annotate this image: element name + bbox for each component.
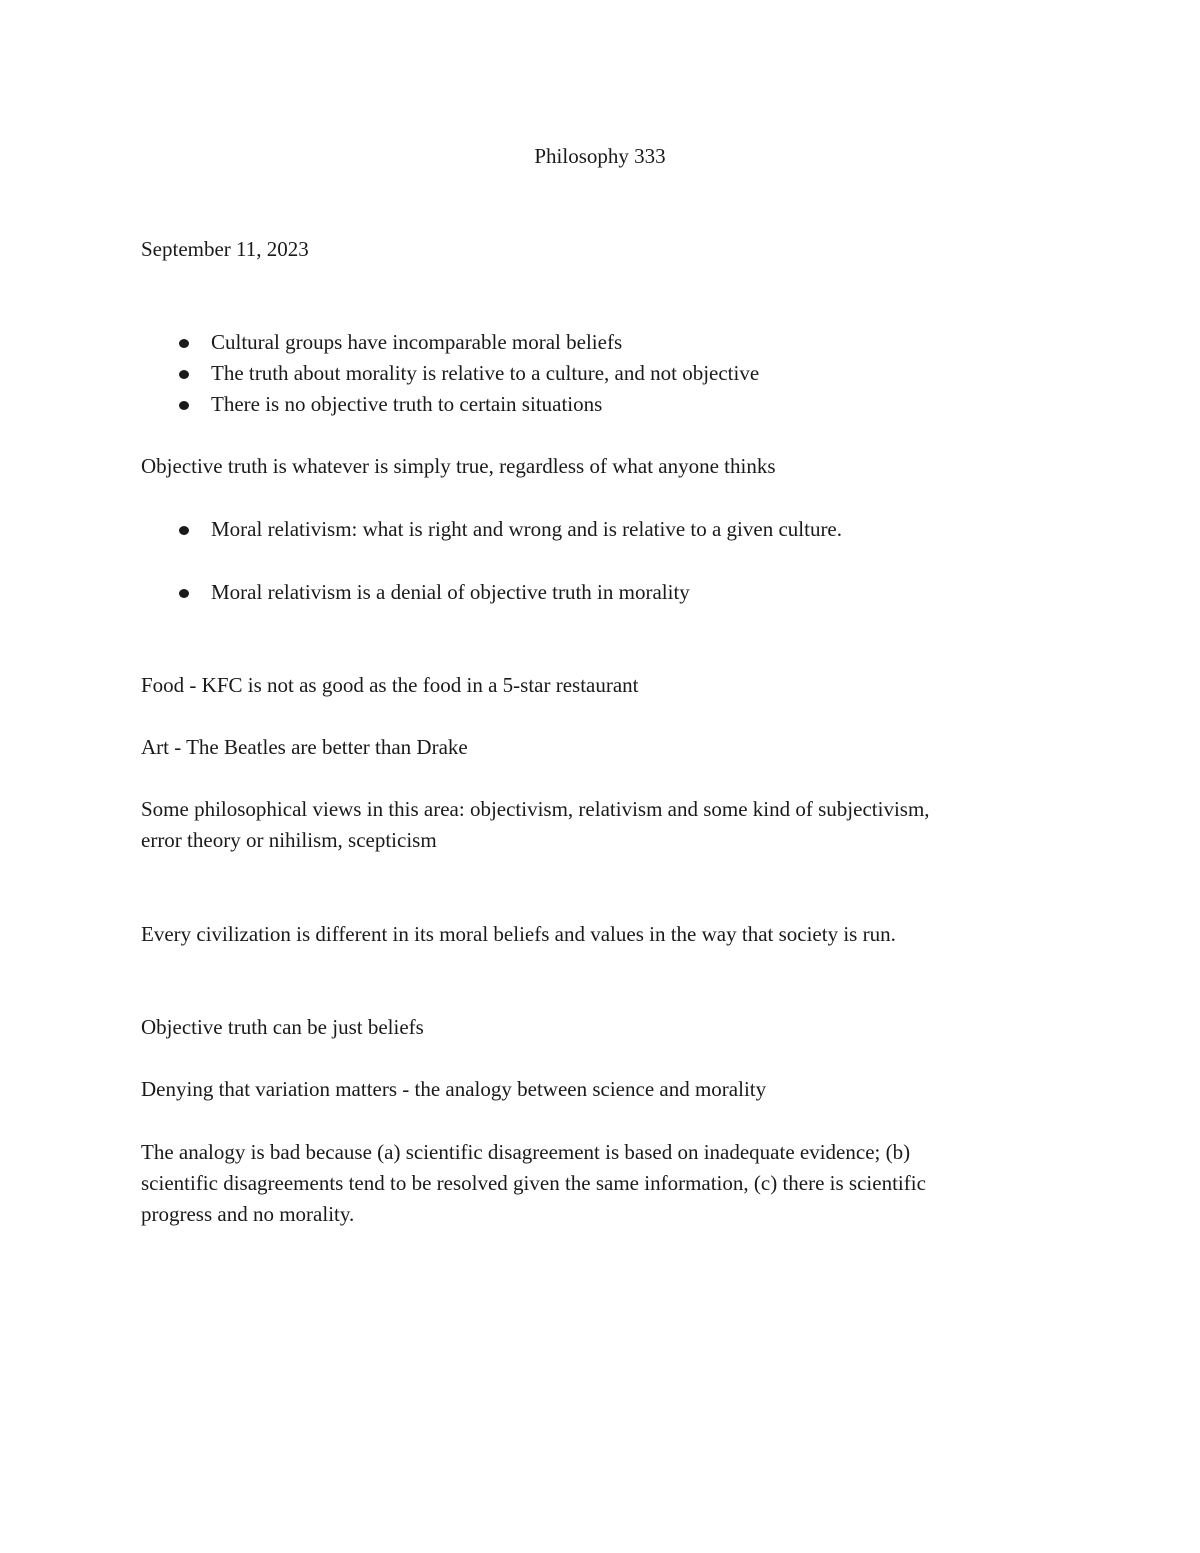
list-item-text: Moral relativism is a denial of objective truth in morality: [211, 580, 690, 604]
bullet-icon: [179, 401, 189, 410]
bullet-icon: [179, 589, 189, 598]
paragraph-line: progress and no morality.: [141, 1202, 355, 1226]
paragraph-line: The analogy is bad because (a) scientific disagreement is based on inadequate evidence; (b): [141, 1140, 911, 1164]
list-item-text: There is no objective truth to certain situations: [211, 392, 603, 416]
list-item-text: The truth about morality is relative to a culture, and not objective: [211, 361, 760, 385]
paragraph-line: Some philosophical views in this area: objectivism, relativism and some kind of subjectivism,: [141, 797, 930, 821]
bullet-icon: [179, 526, 189, 535]
document-date: September 11, 2023: [141, 237, 309, 261]
civilization-paragraph: Every civilization is different in its moral beliefs and values in the way that society is run.: [141, 922, 896, 946]
list-item-text: Moral relativism: what is right and wrong and is relative to a given culture.: [211, 517, 843, 541]
document-title: Philosophy 333: [534, 144, 666, 168]
paragraph-line: error theory or nihilism, scepticism: [141, 828, 437, 852]
list-item-text: Cultural groups have incomparable moral beliefs: [211, 330, 623, 354]
beliefs-paragraph: Objective truth can be just beliefs: [141, 1015, 424, 1039]
bullet-icon: [179, 339, 189, 348]
art-example: Art - The Beatles are better than Drake: [141, 735, 468, 759]
analogy-paragraph: [141, 1137, 1041, 1230]
philosophical-views-paragraph: [141, 794, 1041, 856]
food-example: Food - KFC is not as good as the food in a 5-star restaurant: [141, 673, 639, 697]
objective-truth-definition: Objective truth is whatever is simply true, regardless of what anyone thinks: [141, 454, 776, 478]
denying-paragraph: Denying that variation matters - the analogy between science and morality: [141, 1077, 767, 1101]
bullet-icon: [179, 370, 189, 379]
paragraph-line: scientific disagreements tend to be resolved given the same information, (c) there is scientific: [141, 1171, 926, 1195]
